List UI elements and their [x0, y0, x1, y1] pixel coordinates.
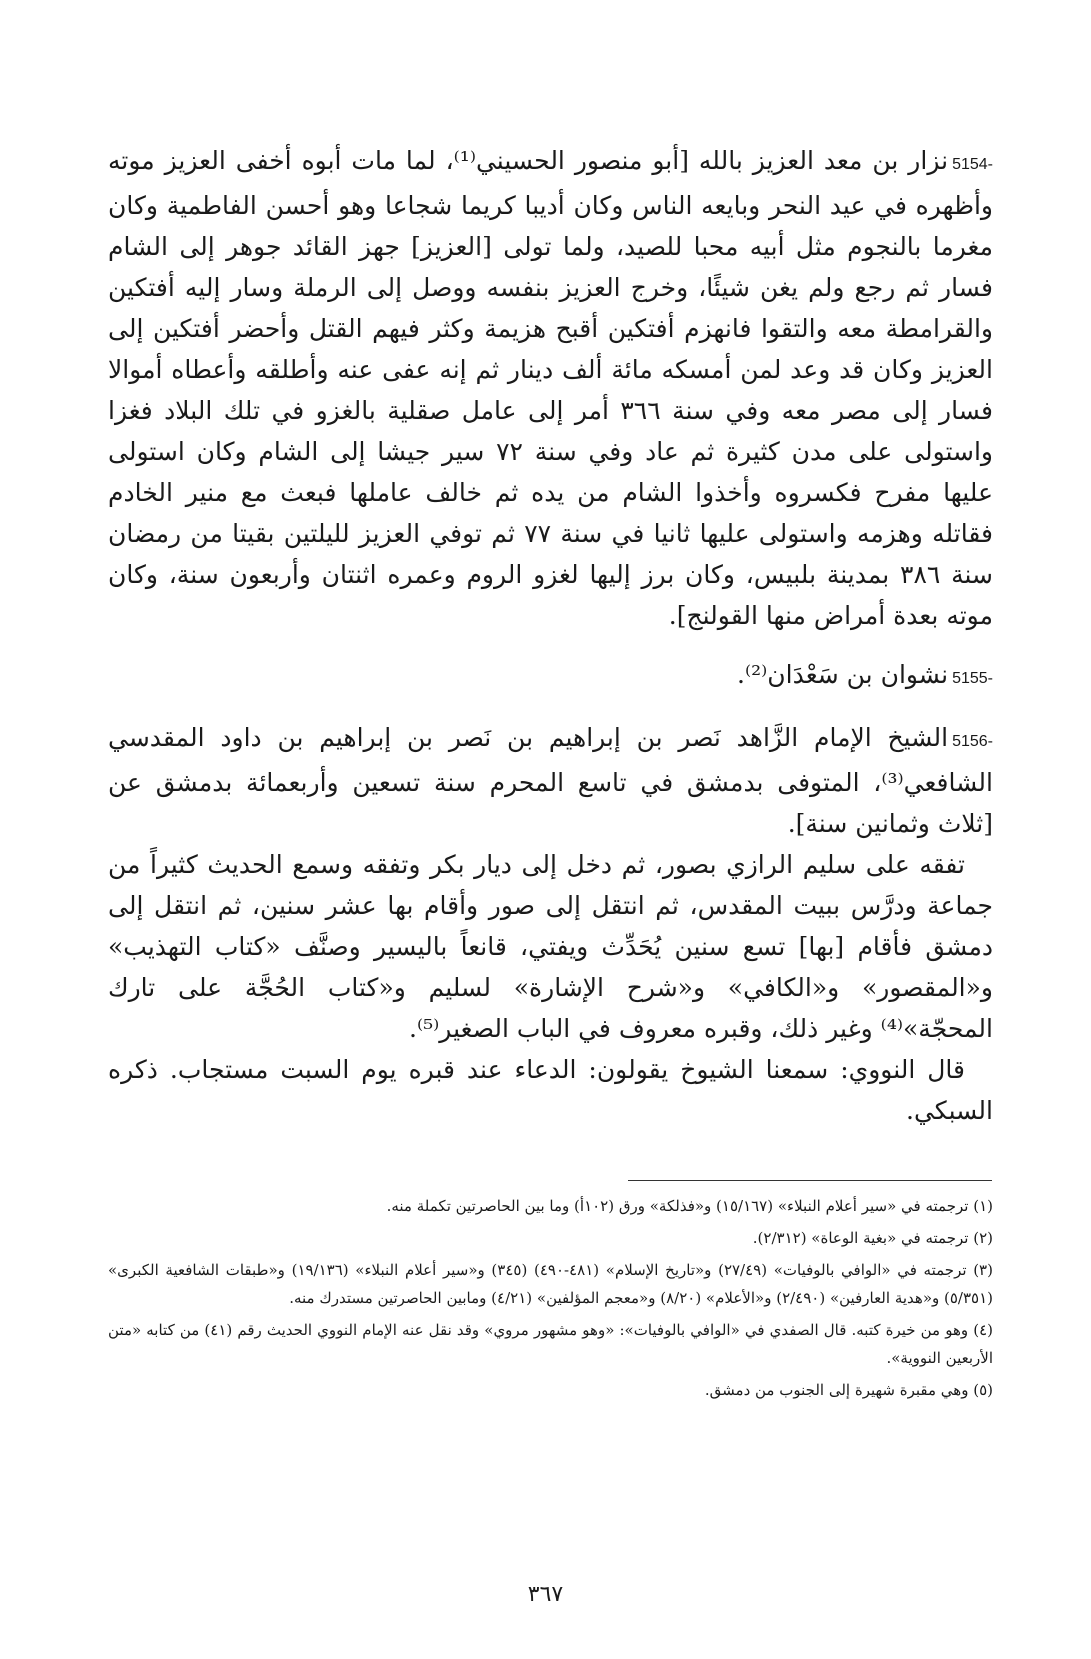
footnote: (١) ترجمته في «سير أعلام النبلاء» (١٥/١٦٧) و«فذلكة» ورق (١٠٢أ) وما بين الحاصرتين تكملة منه.	[386, 1197, 993, 1215]
footnote: (٢) ترجمته في «بغية الوعاة» (٢/٣١٢).	[752, 1229, 993, 1247]
footnote: (٣) ترجمته في «الوافي بالوفيات» (٢٧/٤٩) و«تاريخ الإسلام» (٤٨١-٤٩٠) (٣٤٥) و«سير أعلام النبلاء» (١٩/١٣٦) و«طبقات الشافعية الكبرى» (٥/٣٥١) و«هدية العارفين» (٢/٤٩٠) و«الأعلام» (٨/٢٠) و«معجم المؤلفين» (٤/٢١) ومابين الحاصرتين مستدرك منه.	[108, 1261, 993, 1307]
entry-5156	[108, 717, 993, 1131]
entry-paragraph	[108, 717, 993, 844]
entry-text: نزار بن معد العزيز بالله [أبو منصور الحسيني⁽¹⁾، لما مات أبوه أخفى العزيز موته وأظهره في عيد النحر وبايعه الناس وكان أديبا كريما شجاعا وهو أحسن الفاطمية وكان مغرما بالنجوم مثل أبيه محبا للصيد، ولما تولى [العزيز] جهز القائد جوهر إلى الشام فسار ثم رجع ولم يغن شيئًا، وخرج العزيز بنفسه ووصل إلى الرملة وسار إليه أفتكين والقرامطة معه والتقوا فانهزم أفتكين أقبح هزيمة وكثر فيهم القتل وأحضر أفتكين إلى العزيز وكان قد وعد لمن أمسكه مائة ألف دينار ثم إنه عفى عنه وأطلقه وأعطاه أموالا فسار إلى مصر معه وفي سنة ٣٦٦ أمر إلى عامل صقلية بالغزو في تلك البلاد فغزا واستولى على مدن كثيرة ثم عاد وفي سنة ٧٢ سير جيشا إلى الشام وكان استولى عليها مفرح فكسروه وأخذوا الشام من يده ثم خالف عاملها فبعث مع منير الخادم فقاتله وهزمه واستولى عليها ثانيا في سنة ٧٧ ثم توفي العزيز لليلتين بقيتا من رمضان سنة ٣٨٦ بمدينة بلبيس، وكان برز إليها لغزو الروم وعمره اثنتان وأربعون سنة، وكان موته بعدة أمراض منها القولنج].	[108, 146, 993, 630]
entry-paragraph: تفقه على سليم الرازي بصور، ثم دخل إلى ديار بكر وتفقه وسمع الحديث كثيراً من جماعة ودرَّس ببيت المقدس، ثم انتقل إلى صور وأقام بها عشر سنين، ثم انتقل إلى دمشق فأقام [بها] تسع سنين يُحَدِّث ويفتي، قانعاً باليسير وصنَّف «كتاب التهذيب» و«المقصور» و«الكافي» و«شرح الإشارة» لسليم و«كتاب الحُجَّة على تارك المحجّة»⁽⁴⁾ وغير ذلك، وقبره معروف في الباب الصغير⁽⁵⁾.	[108, 850, 993, 1043]
entry-paragraph: قال النووي: سمعنا الشيوخ يقولون: الدعاء عند قبره يوم السبت مستجاب. ذكره السبكي.	[108, 1055, 993, 1125]
entry-5155	[108, 654, 993, 699]
footnote-separator	[628, 1180, 992, 1181]
page-number: ٣٦٧	[527, 1582, 564, 1607]
entry-number: 5154-	[952, 156, 993, 173]
footnotes	[108, 1192, 993, 1408]
entry-number: 5155-	[952, 670, 993, 687]
entry-text: الشيخ الإمام الزَّاهد نَصر بن إبراهيم بن نَصر بن إبراهيم بن داود المقدسي الشافعي⁽³⁾، المتوفى بدمشق في تاسع المحرم سنة تسعين وأربعمائة بدمشق عن [ثلاث وثمانين سنة].	[108, 723, 993, 838]
footnote: (٤) وهو من خيرة كتبه. قال الصفدي في «الوافي بالوفيات»: «وهو مشهور مروي» وقد نقل عنه الإمام النووي الحديث رقم (٤١) من كتابه «متن الأربعين النووية».	[108, 1321, 993, 1367]
entry-number: 5156-	[952, 733, 993, 750]
entry-5154	[108, 140, 993, 636]
entry-paragraph	[108, 140, 993, 636]
main-text	[108, 140, 993, 1149]
entry-paragraph	[108, 654, 993, 699]
entry-text: نشوان بن سَعْدَان⁽²⁾.	[737, 660, 949, 689]
footnote: (٥) وهي مقبرة شهيرة إلى الجنوب من دمشق.	[704, 1381, 993, 1399]
